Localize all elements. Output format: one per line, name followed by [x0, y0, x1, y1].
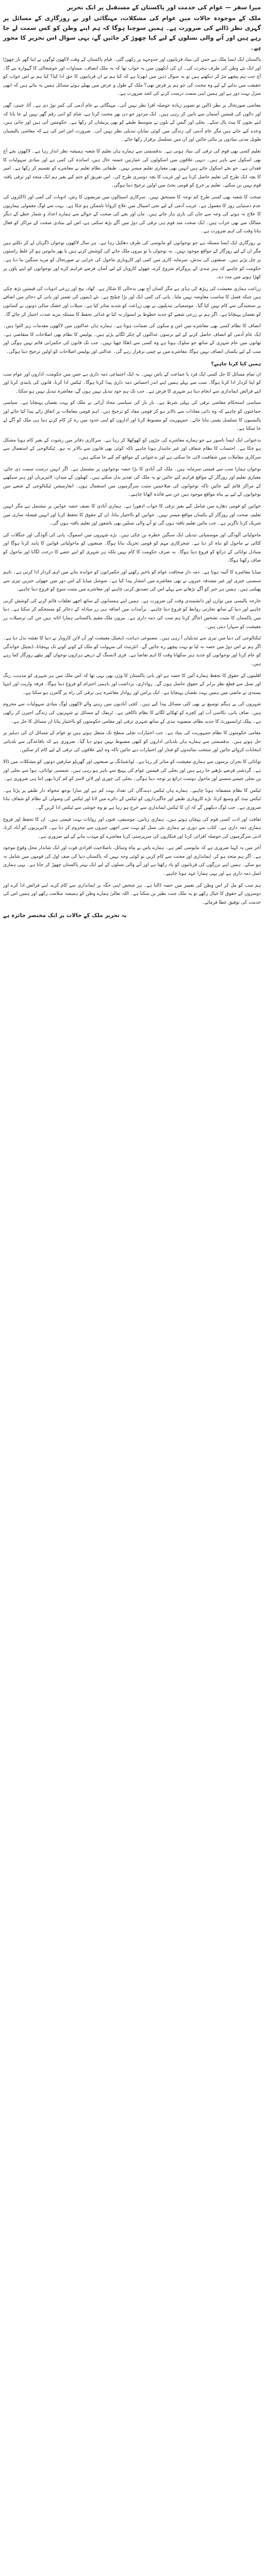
paragraph: ہم سب کو مل کر اس وطن کی تعمیر میں حصہ ڈالنا ہے۔ ہر شخص اپنی جگہ پر ایمانداری سے کام کرے، اپنے فرائض ادا کرے اور دوسروں کے حقوق کا خیال رکھے تو یہ ملک جنت نظیر بن سکتا ہے۔ اللہ تعالیٰ ہمارے وطن کو ہمیشہ سلامت رکھے اور ہمیں اس کی خدمت کی توفیق عطا فرمائے۔ [3, 883, 261, 905]
paragraph: ٹیکنالوجی کی دنیا میں تیزی سے تبدیلیاں آ رہی ہیں۔ مصنوعی ذہانت، ڈیجیٹل معیشت اور آن لائن کاروبار نے دنیا کا نقشہ بدل دیا ہے۔ اگر ہم نے اس دوڑ میں حصہ نہ لیا تو بہت پیچھے رہ جائیں گے۔ انٹرنیٹ کی سہولت کو ملک کے کونے کونے تک پہنچانا، ڈیجیٹل خواندگی کو عام کرنا اور نوجوانوں کو جدید ہنر سکھانا وقت کا اہم تقاضا ہے۔ فری لانسنگ کے ذریعے ہزاروں نوجوان گھر بیٹھے روزگار کما رہے ہیں۔ [3, 636, 261, 667]
paragraph: زراعت ہماری معیشت کی ریڑھ کی ہڈی ہے مگر کسان آج بھی بدحالی کا شکار ہے۔ کھاد، بیج اور زرعی ادویات کی قیمتیں بڑھ چکی ہیں جبکہ فصل کا مناسب معاوضہ نہیں ملتا۔ پانی کی کمی ایک اور بڑا چیلنج ہے۔ نئے ڈیموں کی تعمیر اور پانی کے ذخائر میں اضافے پر سنجیدگی سے کام نہیں کیا گیا۔ موسمیاتی تبدیلیوں نے بھی زراعت کو شدید متاثر کیا ہے۔ سیلاب اور خشک سالی دونوں نے کسانوں کو نقصان پہنچایا ہے۔ اگر ہم نے زرعی شعبے کو جدید خطوط پر استوار نہ کیا تو غذائی تحفظ کا مسئلہ مزید شدت اختیار کر جائے گا۔ [3, 286, 261, 317]
paragraph: شہروں کی بے ہنگم توسیع نے بھی کئی مسائل پیدا کیے ہیں۔ کچی آبادیوں میں رہنے والے لاکھوں لوگ بنیادی سہولیات سے محروم ہیں۔ صاف پانی، نکاسی آب اور کچرے کو ٹھکانے لگانے کا نظام ناکافی ہے۔ ٹریفک کے مسائل نے شہریوں کی زندگی اجیرن کر رکھی ہے۔ پبلک ٹرانسپورٹ کا جدید نظام، منصوبہ بندی کے ساتھ شہری ترقی اور مقامی حکومتوں کو بااختیار بنانا ان مسائل کا حل ہے۔ [3, 702, 261, 724]
paragraph: بے روزگاری ایک ایسا مسئلہ ہے جو نوجوانوں کو مایوسی کی طرف دھکیل رہا ہے۔ ہر سال لاکھوں نوجوان ڈگریاں لے کر نکلتے ہیں مگر ان کے لیے روزگار کے مواقع موجود نہیں۔ یہ نوجوان یا تو بیرون ملک جانے کی کوشش کرتے ہیں یا پھر مایوس ہو کر غلط راستوں پر چل پڑتے ہیں۔ صنعتوں کی بندش، سرمایہ کاری میں کمی اور کاروباری ماحول کی خرابی نے صورتحال کو مزید سنگین بنا دیا ہے۔ حکومت کو چاہیے کہ ہنر مندی کے پروگرام شروع کرے، چھوٹے کاروبار کے لیے آسان قرضے فراہم کرے اور نوجوانوں کو اپنے پاؤں پر کھڑا ہونے میں مدد دے۔ [3, 240, 261, 280]
paragraph: معاشی صورتحال پر نظر ڈالیں تو تصویر زیادہ حوصلہ افزا نظر نہیں آتی۔ مہنگائی نے عام آدمی کی کمر توڑ دی ہے۔ آٹا، چینی، گھی اور دالوں کی قیمتیں آسمان سے باتیں کر رہی ہیں۔ ایک مزدور جو دن بھر محنت کرتا ہے، شام کو اتنی رقم گھر نہیں لے جا پاتا کہ اپنے بچوں کا پیٹ پال سکے۔ بجلی اور گیس کے بلوں نے متوسط طبقے کو بھی پریشان کر رکھا ہے۔ حکومتیں آتی ہیں اور جاتی ہیں، وعدے کیے جاتے ہیں مگر عام آدمی کی زندگی میں کوئی نمایاں تبدیلی نظر نہیں آتی۔ ضرورت اس امر کی ہے کہ معاشی پالیسیاں طویل مدتی بنیادوں پر بنائی جائیں اور ان میں تسلسل برقرار رکھا جائے۔ [3, 103, 261, 143]
article-title: میرا سفر — عوام کی خدمت اور پاکستان کے مستقبل پر ایک تحریر [67, 4, 261, 11]
paragraph: میڈیا معاشرے کا آئینہ ہوتا ہے۔ ذمہ دار صحافت عوام کو باخبر رکھنے اور حکمرانوں کو جوابدہ بنانے میں اہم کردار ادا کرتی ہے۔ تاہم سنسنی خیزی اور غیر مصدقہ خبروں نے بھی معاشرے میں انتشار پیدا کیا ہے۔ سوشل میڈیا کے اس دور میں جھوٹی خبریں تیزی سے پھیلتی ہیں۔ ہمیں ہر خبر کو آگے بڑھانے سے پہلے اس کی تصدیق کرنی چاہیے اور معاشرے میں مثبت سوچ کو فروغ دینا چاہیے۔ [3, 570, 261, 592]
paragraph: صحت کا شعبہ بھی کسی طرح کم توجہ کا مستحق نہیں۔ سرکاری اسپتالوں میں مریضوں کا رش، ادویات کی کمی اور ڈاکٹروں کی عدم دستیابی روز کا معمول ہے۔ غریب آدمی کے لیے نجی اسپتال میں علاج کروانا ناممکن ہو چکا ہے۔ بہت سے لوگ معمولی بیماریوں کا علاج نہ ہونے کی وجہ سے جان کی بازی ہار جاتے ہیں۔ ماں اور بچے کی صحت کے حوالے سے ہمارے اعداد و شمار خطے کے دیگر ممالک سے بھی خراب ہیں۔ ایک صحت مند قوم ہی ترقی کی دوڑ میں آگے بڑھ سکتی ہے، اس لیے بنیادی صحت کے مراکز کو فعال بنانا وقت کی اہم ضرورت ہے۔ [3, 194, 261, 234]
paragraph: پاکستان ایک ایسا ملک ہے جس کی بنیاد قربانیوں اور جدوجہد پر رکھی گئی۔ قیام پاکستان کے وقت لاکھوں لوگوں نے اپنا گھر بار چھوڑا اور ایک نئے وطن کی طرف ہجرت کی۔ ان کی آنکھوں میں یہ خواب تھا کہ یہ ملک انصاف، مساوات اور خوشحالی کا گہوارہ بنے گا۔ آج جب ہم پیچھے مڑ کر دیکھتے ہیں تو یہ سوال ذہن میں ابھرتا ہے کہ کیا ہم نے ان قربانیوں کا حق ادا کیا؟ کیا ہم نے اس خواب کو حقیقت میں بدلنے کے لیے وہ محنت کی جو ہم پر فرض تھی؟ ملک کے طول و عرض میں پھیلے ہوئے مسائل ہمیں یہ بتاتے ہیں کہ ابھی منزل بہت دور ہے اور ہمیں اپنی سمت درست کرنے کی اشد ضرورت ہے۔ [3, 57, 261, 97]
paragraph: سیاسی استحکام معاشی ترقی کی پہلی شرط ہے۔ بار بار کی سیاسی محاذ آرائی نے ملک کو بہت نقصان پہنچایا ہے۔ سیاسی جماعتوں کو چاہیے کہ وہ ذاتی مفادات سے بالاتر ہو کر قومی مفاد کو ترجیح دیں۔ اہم قومی معاملات پر اتفاق رائے پیدا کیا جائے اور پالیسیوں کا تسلسل یقینی بنایا جائے۔ جمہوریت کو مضبوط کرنا اور اداروں کو اپنی حدود میں رہ کر کام کرنے دینا ہی ملک کو آگے لے جا سکتا ہے۔ [3, 400, 261, 432]
paragraph: توانائی کا بحران برسوں سے ہماری معیشت کو متاثر کر رہا ہے۔ لوڈشیڈنگ نے صنعتوں اور گھریلو صارفین دونوں کو مشکلات میں ڈالا ہے۔ گردشی قرضے بڑھتے جا رہے ہیں اور بجلی کی قیمتیں عوام کی پہنچ سے باہر ہو رہی ہیں۔ شمسی توانائی، ہوا سے بجلی اور پن بجلی جیسے سستے اور ماحول دوست ذرائع پر توجہ دینا ہوگی۔ بجلی کی چوری اور لائن لاسز کو کم کرنا بھی اتنا ہی ضروری ہے۔ [3, 759, 261, 782]
paragraph: بدعنوانی ایک ایسا ناسور ہے جو ہمارے معاشرے کی جڑوں کو کھوکھلا کر رہا ہے۔ سرکاری دفاتر میں رشوت کے بغیر کام ہونا مشکل ہو چکا ہے۔ احتساب کا نظام شفاف اور غیر جانبدار ہونا چاہیے تاکہ کوئی بھی قانون سے بالاتر نہ ہو۔ ٹیکنالوجی کے استعمال سے سرکاری معاملات میں شفافیت لائی جا سکتی ہے اور بدعنوانی کے مواقع کم کیے جا سکتے ہیں۔ [3, 437, 261, 460]
paragraph: ٹیکس کا نظام منصفانہ ہونا چاہیے۔ ہمارے ہاں ٹیکس دہندگان کی تعداد بہت کم ہے اور سارا بوجھ تنخواہ دار طبقے پر پڑتا ہے۔ ٹیکس نیٹ کو وسیع کرنا، بڑے کاروباری طبقے اور جاگیرداروں کو ٹیکس کے دائرے میں لانا اور ٹیکس کی وصولی کے نظام کو شفاف بنانا ضروری ہے۔ جب لوگ دیکھیں گے کہ ان کا ٹیکس ایمانداری سے خرچ ہو رہا ہے تو وہ خوشی سے ٹیکس ادا کریں گے۔ [3, 788, 261, 810]
paragraph: خواتین کو قومی دھارے میں شامل کیے بغیر ترقی کا خواب ادھورا ہے۔ ہماری آبادی کا نصف حصہ خواتین پر مشتمل ہے مگر انہیں تعلیم، صحت اور روزگار کے یکساں مواقع میسر نہیں۔ خواتین کو بااختیار بنانا، ان کے حقوق کا تحفظ کرنا اور انہیں فیصلہ سازی میں شریک کرنا ناگزیر ہے۔ جب مائیں تعلیم یافتہ ہوں گی تو آنے والی نسلیں بھی باشعور اور تعلیم یافتہ ہوں گی۔ [3, 503, 261, 527]
section-subheading: ہمیں کیا کرنا چاہیے؟ [211, 361, 261, 367]
paragraph: انصاف کا نظام کسی بھی معاشرے میں امن و سکون کی ضمانت ہوتا ہے۔ ہمارے ہاں عدالتوں میں لاکھوں مقدمات زیر التوا ہیں۔ ایک عام آدمی کو انصاف حاصل کرنے کے لیے برسوں عدالتوں کے چکر لگانے پڑتے ہیں۔ پولیس کا نظام بھی اصلاحات کا متقاضی ہے۔ تھانوں میں عام شہری کے ساتھ جو سلوک ہوتا ہے وہ کسی سے ڈھکا چھپا نہیں۔ جب تک قانون کی حکمرانی قائم نہیں ہوگی اور سب کے لیے یکساں انصاف نہیں ہوگا، معاشرے میں بے چینی برقرار رہے گی۔ عدالتی اور پولیس اصلاحات کو اولین ترجیح دینا ہوگی۔ [3, 324, 261, 354]
paragraph: خارجہ پالیسی میں توازن اور دانشمندی وقت کی ضرورت ہے۔ ہمیں اپنے ہمسایوں کے ساتھ اچھے تعلقات قائم کرنے کی کوشش کرنی چاہیے اور دنیا کے ساتھ تجارتی روابط کو فروغ دینا چاہیے۔ برآمدات میں اضافہ ہی زر مبادلہ کے ذخائر کو مستحکم کر سکتا ہے۔ دنیا میں پاکستان کا مثبت تشخص اجاگر کرنا ہم سب کی ذمہ داری ہے۔ بیرون ملک مقیم پاکستانی ہمارا اثاثہ ہیں جن کی ترسیلات زر معیشت کو سہارا دیتی ہیں۔ [3, 598, 261, 630]
paragraph: ثقافت اور ادب کسی قوم کی پہچان ہوتے ہیں۔ ہماری زبانیں، موسیقی، فنون اور روایات بہت قیمتی ہیں۔ ان کا تحفظ اور فروغ ہماری ذمہ داری ہے۔ کتاب سے دوری نے ہماری نئی نسل کو بہت سی اچھی چیزوں سے محروم کر دیا ہے۔ لائبریریوں کو آباد کرنا، ادبی سرگرمیوں کی حوصلہ افزائی کرنا اور فنکاروں کی سرپرستی کرنا معاشرے کو مہذب بنانے کے لیے ضروری ہے۔ [3, 817, 261, 839]
article-lead: ملک کے موجودہ حالات میں عوام کی مشکلات، مہنگائی اور بے روزگاری کے مسائل پر گہری نظر ڈالنے کی ضرورت ہے۔ ہمیں سوچنا ہوگا کہ ہم اپنے وطن کو کس سمت لے جا رہے ہیں اور آنے والی نسلوں کے لیے کیا چھوڑ کر جائیں گے، یہی سوال اس تحریر کا محور ہے۔ [3, 14, 261, 51]
paragraph: اقلیتوں کے حقوق کا تحفظ ہمارے آئین کا حصہ ہے اور بانی پاکستان کا وژن بھی یہی تھا کہ اس ملک میں ہر شہری کو مذہب، رنگ اور نسل سے قطع نظر برابر کے حقوق حاصل ہوں گے۔ رواداری، برداشت اور باہمی احترام کو فروغ دینا ہوگا۔ فرقہ واریت اور انتہا پسندی نے ماضی میں ہمیں بہت نقصان پہنچایا ہے۔ ایک پرامن اور روادار معاشرہ ہی ترقی کی راہ پر گامزن ہو سکتا ہے۔ [3, 673, 261, 696]
paragraph: آخر میں یہ کہنا ضروری ہے کہ مایوسی کفر ہے۔ ہمارے پاس بے پناہ وسائل، باصلاحیت افرادی قوت اور ایک شاندار محل وقوع موجود ہے۔ اگر ہم متحد ہو کر، ایمانداری اور محنت سے کام کریں تو کوئی وجہ نہیں کہ پاکستان دنیا کی صف اول کی قوموں میں شامل نہ ہو سکے۔ ہمیں اپنے بزرگوں کی قربانیوں کو یاد رکھنا ہے اور آنے والی نسلوں کے لیے ایک بہتر پاکستان چھوڑ کر جانا ہے۔ یہی ہماری اصل ذمہ داری ہے اور یہی ہمارا عہد ہونا چاہیے۔ [3, 845, 261, 877]
paragraph: مقامی حکومتوں کا نظام جمہوریت کی بنیاد ہے۔ جب اختیارات نچلی سطح تک منتقل ہوتے ہیں تو عوام کے مسائل ان کی دہلیز پر حل ہوتے ہیں۔ بدقسمتی سے ہمارے ہاں بلدیاتی اداروں کو کبھی مضبوط نہیں ہونے دیا گیا۔ ضروری ہے کہ باقاعدگی سے بلدیاتی انتخابات کروائے جائیں اور منتخب نمائندوں کو فنڈز اور اختیارات دیے جائیں تاکہ وہ اپنے علاقوں کی ترقی کے لیے کام کر سکیں۔ [3, 731, 261, 753]
paragraph: ان تمام مسائل کا حل کسی ایک فرد یا جماعت کے پاس نہیں۔ یہ ایک اجتماعی ذمہ داری ہے جس میں حکومت، اداروں اور عوام سب کو اپنا کردار ادا کرنا ہوگا۔ سب سے پہلے ہمیں اپنے اندر احساس ذمہ داری پیدا کرنا ہوگا۔ ٹیکس ادا کرنا، قانون کی پابندی کرنا اور اپنے فرائض ایمانداری سے انجام دینا ہر شہری کا فرض ہے۔ جب تک ہم خود تبدیل نہیں ہوں گے، معاشرہ تبدیل نہیں ہو سکتا۔ [3, 371, 261, 394]
paragraph: ماحولیاتی آلودگی اور موسمیاتی تبدیلی ایک سنگین خطرہ بن چکی ہیں۔ بڑے شہروں میں اسموگ، پانی کی آلودگی اور جنگلات کی کٹائی نے ماحول کو تباہ کر دیا ہے۔ شجرکاری مہم کو قومی تحریک بنانا ہوگا۔ صنعتوں کو ماحولیاتی قوانین کا پابند کرنا ہوگا اور متبادل توانائی کے ذرائع کو فروغ دینا ہوگا۔ یہ صرف حکومت کا کام نہیں بلکہ ہر شہری کو اپنے حصے کا درخت لگانا اور ماحول کو صاف رکھنا ہوگا۔ [3, 532, 261, 564]
paragraph: نوجوان ہمارا سب سے قیمتی سرمایہ ہیں۔ ملک کی آبادی کا بڑا حصہ نوجوانوں پر مشتمل ہے۔ اگر انہیں درست سمت دی جائے، معیاری تعلیم اور روزگار کے مواقع فراہم کیے جائیں تو یہ ملک کی تقدیر بدل سکتے ہیں۔ کھیلوں کے میدان، لائبریریاں اور ہنر سیکھنے کے مراکز قائم کیے جائیں تاکہ نوجوانوں کی صلاحیتیں مثبت سرگرمیوں میں استعمال ہوں۔ انفارمیشن ٹیکنالوجی کے شعبے میں نوجوانوں کے لیے بے پناہ مواقع موجود ہیں جن سے فائدہ اٹھانا چاہیے۔ [3, 466, 261, 498]
article-footer: یہ تحریر ملک کے حالات پر ایک مختصر جائزہ ہے [3, 912, 127, 919]
paragraph: تعلیم کسی بھی قوم کی ترقی کی بنیاد ہوتی ہے۔ بدقسمتی سے ہمارے ہاں تعلیم کا شعبہ ہمیشہ نظر انداز رہا ہے۔ لاکھوں بچے آج بھی اسکول سے باہر ہیں۔ دیہی علاقوں میں اسکولوں کی عمارتیں خستہ حال ہیں، اساتذہ کی کمی ہے اور بنیادی سہولیات کا فقدان ہے۔ جو بچے اسکول جاتے ہیں انہیں بھی معیاری تعلیم میسر نہیں۔ طبقاتی نظام تعلیم نے معاشرے کو تقسیم کر رکھا ہے۔ امیر کا بچہ ایک طرح کی تعلیم حاصل کرتا ہے اور غریب کا بچہ دوسری طرح کی۔ اس تفریق کو ختم کیے بغیر ہم ایک متحد اور ترقی یافتہ قوم نہیں بن سکتے۔ تعلیم پر خرچ کو قومی بجٹ میں اولین ترجیح دینا ہوگی۔ [3, 148, 261, 189]
